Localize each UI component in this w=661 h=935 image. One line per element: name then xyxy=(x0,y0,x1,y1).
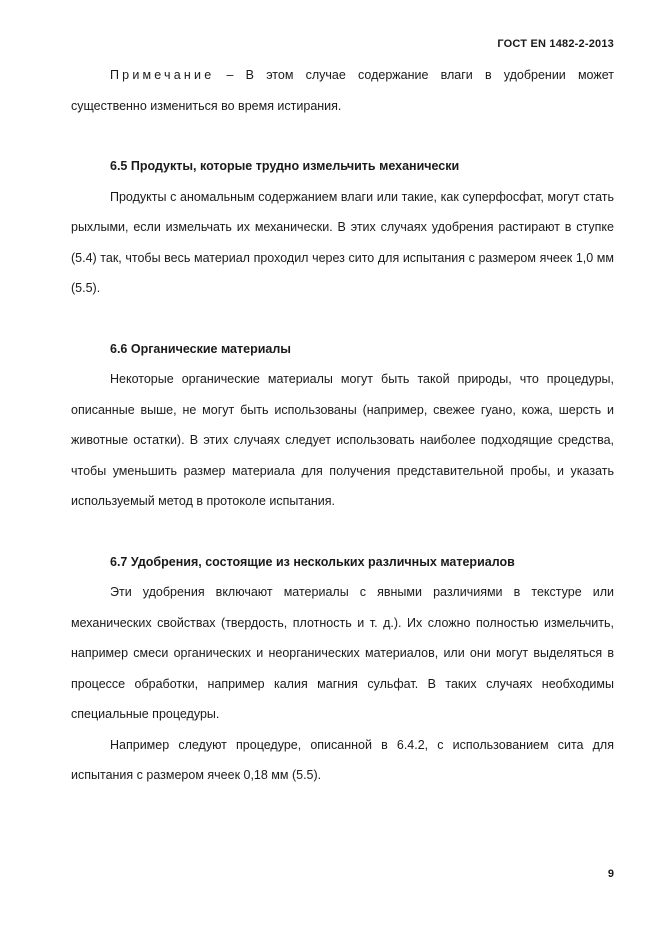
note-label: Примечание xyxy=(110,68,215,82)
section-title-6-7: 6.7 Удобрения, состоящие из нескольких различных материалов xyxy=(110,554,515,569)
section-title-6-6: 6.6 Органические материалы xyxy=(110,341,291,356)
document-body xyxy=(71,60,614,791)
document-header: ГОСТ EN 1482-2-2013 xyxy=(497,38,614,50)
section-6-7-paragraph-1: Эти удобрения включают материалы с явными различиями в текстуре или механических свойствах (твердость, плотность и т. д.). Их сложно полностью измельчить, например смеси органических и неорганических материалов, или они могут выделяться в процессе обработки, например калия магния сульфат. В таких случаях необходимы специальные процедуры. xyxy=(71,585,614,721)
section-6-6-paragraph-1: Некоторые органические материалы могут быть такой природы, что процедуры, описанные выше, не могут быть использованы (например, свежее гуано, кожа, шерсть и животные остатки). В этих случаях следует использовать наиболее подходящие средства, чтобы уменьшить размер материала для получения представительной пробы, и указать используемый метод в протоколе испытания. xyxy=(71,372,614,508)
note-text: – В этом случае содержание влаги в удобрении может существенно измениться во время истирания. xyxy=(71,68,614,113)
note-paragraph xyxy=(71,60,614,121)
section-6-7-paragraph-2: Например следуют процедуре, описанной в 6.4.2, с использованием сита для испытания с размером ячеек 0,18 мм (5.5). xyxy=(71,737,614,782)
section-6-5-paragraph-1: Продукты с аномальным содержанием влаги или такие, как суперфосфат, могут стать рыхлыми, если измельчать их механически. В этих случаях удобрения растирают в ступке (5.4) так, чтобы весь материал проходил через сито для испытания с размером ячеек 1,0 мм (5.5). xyxy=(71,189,614,295)
section-title-6-5: 6.5 Продукты, которые трудно измельчить механически xyxy=(110,159,460,173)
page-number: 9 xyxy=(607,868,614,880)
